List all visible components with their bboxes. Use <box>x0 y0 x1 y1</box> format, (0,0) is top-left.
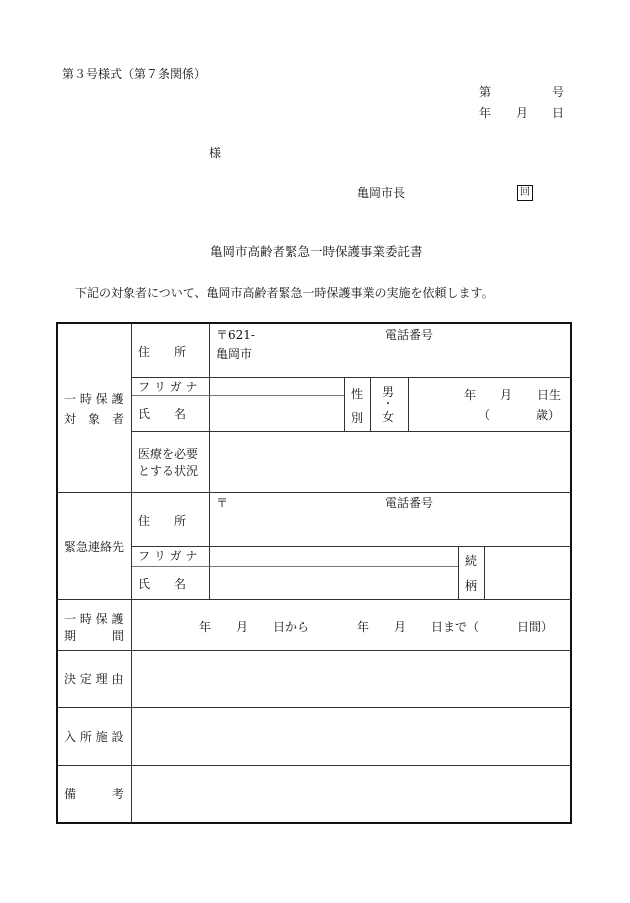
section-emergency-contact: 緊急連絡先 <box>64 540 125 554</box>
emergency-address-label: 住 所 <box>138 514 187 528</box>
medical-label-line1: 医療を必要 <box>138 447 199 461</box>
age-open-paren: （ <box>478 408 491 422</box>
document-title: 亀岡市高齢者緊急一時保護事業委託書 <box>210 244 423 259</box>
birth-month-label: 月 <box>500 388 513 402</box>
target-postal-code[interactable]: 〒621- <box>216 328 255 342</box>
target-name-field[interactable] <box>210 396 344 431</box>
remarks-field[interactable] <box>132 766 570 822</box>
emergency-phone-label: 電話番号 <box>385 496 434 510</box>
sex-label-bottom: 別 <box>351 411 364 425</box>
relation-label-top: 続 <box>465 554 478 568</box>
emergency-name-label: 氏 名 <box>138 577 187 591</box>
target-name-label: 氏 名 <box>138 407 187 421</box>
addressee-sama: 様 <box>209 146 222 160</box>
facility-field[interactable] <box>132 708 570 765</box>
target-address-city[interactable]: 亀岡市 <box>216 347 253 361</box>
sex-separator: ・ <box>383 399 393 410</box>
period-end-year: 年 <box>357 620 370 634</box>
period-label-line2: 期 間 <box>64 629 125 643</box>
decision-reason-label: 決 定 理 由 <box>64 672 124 686</box>
period-end-month: 月 <box>394 620 407 634</box>
date-day: 日 <box>552 106 565 120</box>
emergency-postal-code[interactable]: 〒 <box>216 496 229 510</box>
emergency-furigana-label: フ リ ガ ナ <box>138 549 198 563</box>
intro-text: 下記の対象者について、亀岡市高齢者緊急一時保護事業の実施を依頼します。 <box>75 286 494 300</box>
target-phone-label: 電話番号 <box>385 328 434 342</box>
target-address-label: 住 所 <box>138 345 187 359</box>
date-month: 月 <box>516 106 529 120</box>
doc-number-dai: 第 <box>479 85 492 99</box>
period-start-year: 年 <box>199 620 212 634</box>
relation-field[interactable] <box>485 547 570 599</box>
section-target-line1: 一 時 保 護 <box>64 392 124 406</box>
age-label: 歳） <box>536 408 561 422</box>
period-start-month: 月 <box>236 620 249 634</box>
target-furigana-label: フ リ ガ ナ <box>138 380 198 394</box>
period-start-day: 日から <box>273 620 310 634</box>
sex-label-top: 性 <box>351 387 364 401</box>
sex-female-option[interactable]: 女 <box>382 410 395 424</box>
section-target-line2: 対 象 者 <box>64 412 125 426</box>
period-label-line1: 一 時 保 護 <box>64 612 124 626</box>
sex-male-option[interactable]: 男 <box>382 385 395 399</box>
remarks-label: 備 考 <box>64 787 125 801</box>
decision-reason-field[interactable] <box>132 651 570 707</box>
facility-label: 入 所 施 設 <box>64 730 124 744</box>
target-furigana-field[interactable] <box>210 378 344 395</box>
birth-year-label: 年 <box>464 388 477 402</box>
form-number: 第３号様式（第７条関係） <box>62 67 207 81</box>
doc-number-go: 号 <box>552 85 565 99</box>
date-year: 年 <box>479 106 492 120</box>
seal-mark: 回 <box>517 185 533 201</box>
relation-label-bottom: 柄 <box>465 579 478 593</box>
medical-condition-field[interactable] <box>210 432 570 492</box>
period-days: 日間） <box>517 620 554 634</box>
birth-day-label: 日生 <box>537 388 562 402</box>
emergency-name-field[interactable] <box>210 547 458 599</box>
medical-label-line2: とする状況 <box>138 464 199 478</box>
issuer-name: 亀岡市長 <box>357 186 406 200</box>
period-end-day: 日まで（ <box>431 620 480 634</box>
